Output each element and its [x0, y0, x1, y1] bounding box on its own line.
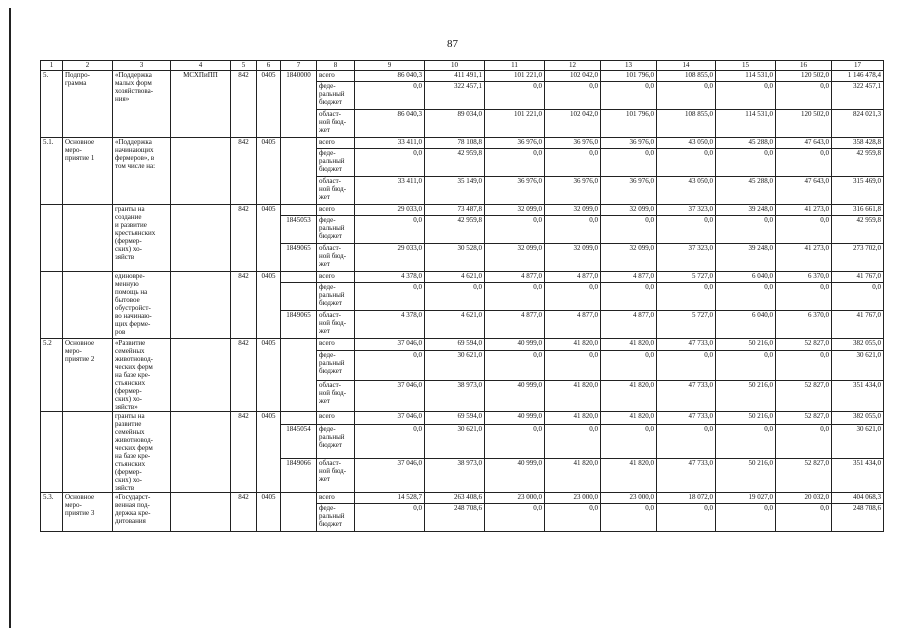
item-name: гранты на развитие семейных животновод- ческих ферм на базе кре- стьянских (фермер- ских) хо- зяйств	[113, 412, 171, 493]
amount-cell: 52 827,0	[776, 339, 832, 351]
code-grbs: 842	[231, 138, 257, 205]
item-kind: Основное меро- приятие 3	[63, 493, 113, 532]
code-csr	[281, 412, 317, 425]
amount-cell: 42 959,8	[832, 216, 884, 244]
funding-source: област- ной бюд- жет	[317, 459, 355, 493]
amount-cell: 30 621,0	[832, 425, 884, 459]
item-number: 5.1.	[41, 138, 63, 205]
column-header: 3	[113, 61, 171, 71]
amount-cell: 5 727,0	[657, 272, 716, 283]
column-header: 17	[832, 61, 884, 71]
amount-cell: 351 434,0	[832, 459, 884, 493]
code-grbs: 842	[231, 412, 257, 493]
item-kind: Основное меро- приятие 1	[63, 138, 113, 205]
amount-cell: 41 820,0	[545, 412, 601, 425]
amount-cell: 0,0	[601, 82, 657, 110]
amount-cell: 0,0	[545, 82, 601, 110]
funding-source: феде- ральный бюджет	[317, 283, 355, 311]
amount-cell: 824 021,3	[832, 110, 884, 138]
table-row	[41, 71, 884, 82]
funding-source: област- ной бюд- жет	[317, 110, 355, 138]
amount-cell: 0,0	[601, 216, 657, 244]
amount-cell: 42 959,8	[425, 149, 485, 177]
item-kind	[63, 272, 113, 339]
amount-cell: 50 216,0	[716, 412, 776, 425]
amount-cell: 36 976,0	[545, 177, 601, 205]
amount-cell: 248 708,6	[425, 504, 485, 532]
amount-cell: 32 099,0	[601, 205, 657, 216]
amount-cell: 263 408,6	[425, 493, 485, 504]
amount-cell: 0,0	[716, 82, 776, 110]
code-csr: 1845053	[281, 216, 317, 244]
amount-cell: 6 370,0	[776, 272, 832, 283]
amount-cell: 316 661,8	[832, 205, 884, 216]
code-rzpr: 0405	[257, 205, 281, 272]
amount-cell: 37 323,0	[657, 205, 716, 216]
item-kind	[63, 205, 113, 272]
amount-cell: 114 531,0	[716, 71, 776, 82]
item-kind: Основное меро- приятие 2	[63, 339, 113, 412]
amount-cell: 0,0	[485, 216, 545, 244]
amount-cell: 322 457,1	[832, 82, 884, 110]
code-grbs: 842	[231, 272, 257, 339]
amount-cell: 41 820,0	[545, 381, 601, 412]
amount-cell: 248 708,6	[832, 504, 884, 532]
amount-cell: 114 531,0	[716, 110, 776, 138]
amount-cell: 30 528,0	[425, 244, 485, 272]
amount-cell: 0,0	[776, 283, 832, 311]
code-csr: 1849066	[281, 459, 317, 493]
amount-cell: 0,0	[716, 504, 776, 532]
code-csr: 1849065	[281, 311, 317, 339]
amount-cell: 0,0	[355, 216, 425, 244]
code-csr: 1840000	[281, 71, 317, 138]
amount-cell: 47 733,0	[657, 339, 716, 351]
amount-cell: 41 767,0	[832, 311, 884, 339]
amount-cell: 4 877,0	[601, 311, 657, 339]
amount-cell: 43 050,0	[657, 177, 716, 205]
item-name: «Поддержка малых форм хозяйствова- ния»	[113, 71, 171, 138]
amount-cell: 101 221,0	[485, 110, 545, 138]
amount-cell: 30 621,0	[425, 350, 485, 381]
amount-cell: 4 877,0	[601, 272, 657, 283]
amount-cell: 0,0	[425, 283, 485, 311]
amount-cell: 39 248,0	[716, 244, 776, 272]
amount-cell: 47 733,0	[657, 412, 716, 425]
amount-cell: 41 820,0	[601, 459, 657, 493]
amount-cell: 35 149,0	[425, 177, 485, 205]
table-row	[41, 138, 884, 149]
funding-source: феде- ральный бюджет	[317, 216, 355, 244]
amount-cell: 4 877,0	[545, 272, 601, 283]
amount-cell: 0,0	[776, 149, 832, 177]
column-header: 14	[657, 61, 716, 71]
amount-cell: 0,0	[485, 350, 545, 381]
code-csr	[281, 205, 317, 216]
funding-source: феде- ральный бюджет	[317, 149, 355, 177]
binding-edge-line	[9, 8, 11, 628]
page-number: 87	[447, 38, 458, 50]
amount-cell: 47 733,0	[657, 459, 716, 493]
amount-cell: 382 055,0	[832, 412, 884, 425]
funding-source: феде- ральный бюджет	[317, 82, 355, 110]
amount-cell: 43 050,0	[657, 138, 716, 149]
amount-cell: 0,0	[657, 350, 716, 381]
code-rzpr: 0405	[257, 138, 281, 205]
header-row	[41, 61, 884, 71]
amount-cell: 4 877,0	[485, 272, 545, 283]
code-grbs: 842	[231, 205, 257, 272]
table-row	[41, 412, 884, 425]
amount-cell: 69 594,0	[425, 412, 485, 425]
amount-cell: 50 216,0	[716, 339, 776, 351]
column-header: 4	[171, 61, 231, 71]
amount-cell: 78 108,8	[425, 138, 485, 149]
executor	[171, 272, 231, 339]
code-csr	[281, 283, 317, 311]
amount-cell: 0,0	[601, 350, 657, 381]
amount-cell: 36 976,0	[485, 177, 545, 205]
amount-cell: 0,0	[545, 283, 601, 311]
amount-cell: 0,0	[355, 283, 425, 311]
amount-cell: 0,0	[355, 504, 425, 532]
amount-cell: 52 827,0	[776, 459, 832, 493]
amount-cell: 102 042,0	[545, 110, 601, 138]
amount-cell: 36 976,0	[485, 138, 545, 149]
funding-source: всего	[317, 339, 355, 351]
amount-cell: 50 216,0	[716, 381, 776, 412]
amount-cell: 0,0	[657, 425, 716, 459]
amount-cell: 0,0	[776, 504, 832, 532]
code-rzpr: 0405	[257, 339, 281, 412]
funding-source: всего	[317, 71, 355, 82]
amount-cell: 38 973,0	[425, 381, 485, 412]
amount-cell: 42 959,8	[425, 216, 485, 244]
amount-cell: 45 288,0	[716, 177, 776, 205]
amount-cell: 37 046,0	[355, 339, 425, 351]
amount-cell: 6 040,0	[716, 311, 776, 339]
amount-cell: 101 796,0	[601, 110, 657, 138]
amount-cell: 36 976,0	[545, 138, 601, 149]
item-number: 5.	[41, 71, 63, 138]
amount-cell: 0,0	[776, 350, 832, 381]
amount-cell: 30 621,0	[832, 350, 884, 381]
amount-cell: 36 976,0	[601, 177, 657, 205]
amount-cell: 411 491,1	[425, 71, 485, 82]
amount-cell: 37 046,0	[355, 412, 425, 425]
item-name: гранты на создание и развитие крестьянских (фермер- ских) хо- зяйств	[113, 205, 171, 272]
item-number	[41, 272, 63, 339]
amount-cell: 0,0	[545, 216, 601, 244]
amount-cell: 0,0	[601, 283, 657, 311]
item-name: «Развитие семейных животновод- ческих ферм на базе кре- стьянских (фермер- ских) хо- зяйств»	[113, 339, 171, 412]
amount-cell: 6 370,0	[776, 311, 832, 339]
amount-cell: 0,0	[485, 504, 545, 532]
amount-cell: 0,0	[601, 425, 657, 459]
amount-cell: 69 594,0	[425, 339, 485, 351]
amount-cell: 4 621,0	[425, 272, 485, 283]
amount-cell: 108 855,0	[657, 71, 716, 82]
amount-cell: 0,0	[355, 82, 425, 110]
table-row	[41, 493, 884, 504]
amount-cell: 0,0	[545, 504, 601, 532]
funding-source: област- ной бюд- жет	[317, 177, 355, 205]
executor	[171, 493, 231, 532]
column-header: 8	[317, 61, 355, 71]
amount-cell: 41 820,0	[545, 459, 601, 493]
item-number	[41, 205, 63, 272]
amount-cell: 120 502,0	[776, 71, 832, 82]
amount-cell: 32 099,0	[485, 244, 545, 272]
funding-source: всего	[317, 272, 355, 283]
amount-cell: 0,0	[716, 350, 776, 381]
amount-cell: 41 820,0	[601, 339, 657, 351]
amount-cell: 14 528,7	[355, 493, 425, 504]
executor	[171, 205, 231, 272]
table-row	[41, 205, 884, 216]
column-header: 12	[545, 61, 601, 71]
amount-cell: 86 040,3	[355, 110, 425, 138]
code-csr	[281, 493, 317, 532]
amount-cell: 41 820,0	[601, 381, 657, 412]
amount-cell: 18 072,0	[657, 493, 716, 504]
column-header: 15	[716, 61, 776, 71]
code-csr: 1849065	[281, 244, 317, 272]
code-grbs: 842	[231, 339, 257, 412]
column-header: 13	[601, 61, 657, 71]
amount-cell: 0,0	[545, 425, 601, 459]
amount-cell: 315 469,0	[832, 177, 884, 205]
amount-cell: 89 034,0	[425, 110, 485, 138]
amount-cell: 0,0	[716, 425, 776, 459]
funding-source: всего	[317, 493, 355, 504]
amount-cell: 19 027,0	[716, 493, 776, 504]
amount-cell: 0,0	[832, 283, 884, 311]
amount-cell: 47 643,0	[776, 138, 832, 149]
amount-cell: 0,0	[355, 149, 425, 177]
amount-cell: 47 643,0	[776, 177, 832, 205]
column-header: 16	[776, 61, 832, 71]
amount-cell: 4 378,0	[355, 272, 425, 283]
amount-cell: 0,0	[601, 504, 657, 532]
funding-source: феде- ральный бюджет	[317, 350, 355, 381]
amount-cell: 0,0	[776, 216, 832, 244]
amount-cell: 47 733,0	[657, 381, 716, 412]
amount-cell: 4 877,0	[545, 311, 601, 339]
amount-cell: 102 042,0	[545, 71, 601, 82]
item-name: единовре- менную помощь на бытовое обустройст- во начинаю- щих фермe- ров	[113, 272, 171, 339]
amount-cell: 38 973,0	[425, 459, 485, 493]
amount-cell: 23 000,0	[485, 493, 545, 504]
amount-cell: 0,0	[657, 82, 716, 110]
amount-cell: 0,0	[657, 149, 716, 177]
amount-cell: 0,0	[545, 149, 601, 177]
amount-cell: 273 702,0	[832, 244, 884, 272]
amount-cell: 351 434,0	[832, 381, 884, 412]
funding-source: феде- ральный бюджет	[317, 504, 355, 532]
amount-cell: 4 621,0	[425, 311, 485, 339]
amount-cell: 108 855,0	[657, 110, 716, 138]
amount-cell: 86 040,3	[355, 71, 425, 82]
amount-cell: 40 999,0	[485, 459, 545, 493]
code-rzpr: 0405	[257, 272, 281, 339]
column-header: 11	[485, 61, 545, 71]
amount-cell: 101 221,0	[485, 71, 545, 82]
amount-cell: 37 046,0	[355, 459, 425, 493]
amount-cell: 32 099,0	[545, 205, 601, 216]
amount-cell: 0,0	[485, 425, 545, 459]
amount-cell: 6 040,0	[716, 272, 776, 283]
item-kind: Подпро- грамма	[63, 71, 113, 138]
amount-cell: 0,0	[355, 350, 425, 381]
executor: МСХПиПП	[171, 71, 231, 138]
table-row	[41, 339, 884, 351]
amount-cell: 0,0	[485, 82, 545, 110]
code-grbs: 842	[231, 71, 257, 138]
amount-cell: 42 959,8	[832, 149, 884, 177]
column-header: 5	[231, 61, 257, 71]
code-rzpr: 0405	[257, 412, 281, 493]
amount-cell: 0,0	[485, 283, 545, 311]
amount-cell: 50 216,0	[716, 459, 776, 493]
item-kind	[63, 412, 113, 493]
amount-cell: 0,0	[716, 149, 776, 177]
amount-cell: 23 000,0	[545, 493, 601, 504]
code-csr	[281, 339, 317, 412]
amount-cell: 322 457,1	[425, 82, 485, 110]
code-rzpr: 0405	[257, 71, 281, 138]
funding-source: област- ной бюд- жет	[317, 311, 355, 339]
amount-cell: 40 999,0	[485, 381, 545, 412]
funding-source: област- ной бюд- жет	[317, 244, 355, 272]
amount-cell: 41 273,0	[776, 244, 832, 272]
amount-cell: 0,0	[716, 216, 776, 244]
amount-cell: 40 999,0	[485, 412, 545, 425]
amount-cell: 0,0	[776, 82, 832, 110]
amount-cell: 41 767,0	[832, 272, 884, 283]
funding-source: област- ной бюд- жет	[317, 381, 355, 412]
amount-cell: 45 288,0	[716, 138, 776, 149]
column-header: 7	[281, 61, 317, 71]
column-header: 10	[425, 61, 485, 71]
code-csr	[281, 138, 317, 205]
amount-cell: 4 378,0	[355, 311, 425, 339]
item-number	[41, 412, 63, 493]
amount-cell: 33 411,0	[355, 138, 425, 149]
amount-cell: 23 000,0	[601, 493, 657, 504]
amount-cell: 0,0	[716, 283, 776, 311]
amount-cell: 32 099,0	[545, 244, 601, 272]
code-csr	[281, 272, 317, 283]
executor	[171, 412, 231, 493]
amount-cell: 40 999,0	[485, 339, 545, 351]
amount-cell: 73 487,8	[425, 205, 485, 216]
amount-cell: 32 099,0	[485, 205, 545, 216]
executor	[171, 339, 231, 412]
column-header: 2	[63, 61, 113, 71]
amount-cell: 0,0	[545, 350, 601, 381]
amount-cell: 52 827,0	[776, 412, 832, 425]
amount-cell: 37 046,0	[355, 381, 425, 412]
table-row	[41, 272, 884, 283]
funding-source: феде- ральный бюджет	[317, 425, 355, 459]
amount-cell: 36 976,0	[601, 138, 657, 149]
amount-cell: 30 621,0	[425, 425, 485, 459]
budget-table	[40, 60, 884, 532]
item-number: 5.3.	[41, 493, 63, 532]
executor	[171, 138, 231, 205]
column-header: 9	[355, 61, 425, 71]
amount-cell: 41 273,0	[776, 205, 832, 216]
column-header: 1	[41, 61, 63, 71]
funding-source: всего	[317, 412, 355, 425]
column-header: 6	[257, 61, 281, 71]
amount-cell: 5 727,0	[657, 311, 716, 339]
funding-source: всего	[317, 205, 355, 216]
amount-cell: 0,0	[657, 216, 716, 244]
amount-cell: 32 099,0	[601, 244, 657, 272]
amount-cell: 20 032,0	[776, 493, 832, 504]
amount-cell: 0,0	[355, 425, 425, 459]
code-csr: 1845054	[281, 425, 317, 459]
amount-cell: 41 820,0	[545, 339, 601, 351]
amount-cell: 382 055,0	[832, 339, 884, 351]
amount-cell: 39 248,0	[716, 205, 776, 216]
amount-cell: 41 820,0	[601, 412, 657, 425]
amount-cell: 4 877,0	[485, 311, 545, 339]
amount-cell: 0,0	[657, 504, 716, 532]
amount-cell: 358 428,8	[832, 138, 884, 149]
amount-cell: 52 827,0	[776, 381, 832, 412]
amount-cell: 33 411,0	[355, 177, 425, 205]
code-grbs: 842	[231, 493, 257, 532]
item-name: «Поддержка начинающих фермеров», в том числе на:	[113, 138, 171, 205]
code-rzpr: 0405	[257, 493, 281, 532]
amount-cell: 1 146 478,4	[832, 71, 884, 82]
amount-cell: 0,0	[776, 425, 832, 459]
amount-cell: 404 068,3	[832, 493, 884, 504]
amount-cell: 0,0	[485, 149, 545, 177]
amount-cell: 101 796,0	[601, 71, 657, 82]
amount-cell: 29 033,0	[355, 205, 425, 216]
funding-source: всего	[317, 138, 355, 149]
item-number: 5.2	[41, 339, 63, 412]
amount-cell: 0,0	[657, 283, 716, 311]
amount-cell: 0,0	[601, 149, 657, 177]
amount-cell: 29 033,0	[355, 244, 425, 272]
amount-cell: 37 323,0	[657, 244, 716, 272]
item-name: «Государст- венная под- держка кре- дитования	[113, 493, 171, 532]
amount-cell: 120 502,0	[776, 110, 832, 138]
